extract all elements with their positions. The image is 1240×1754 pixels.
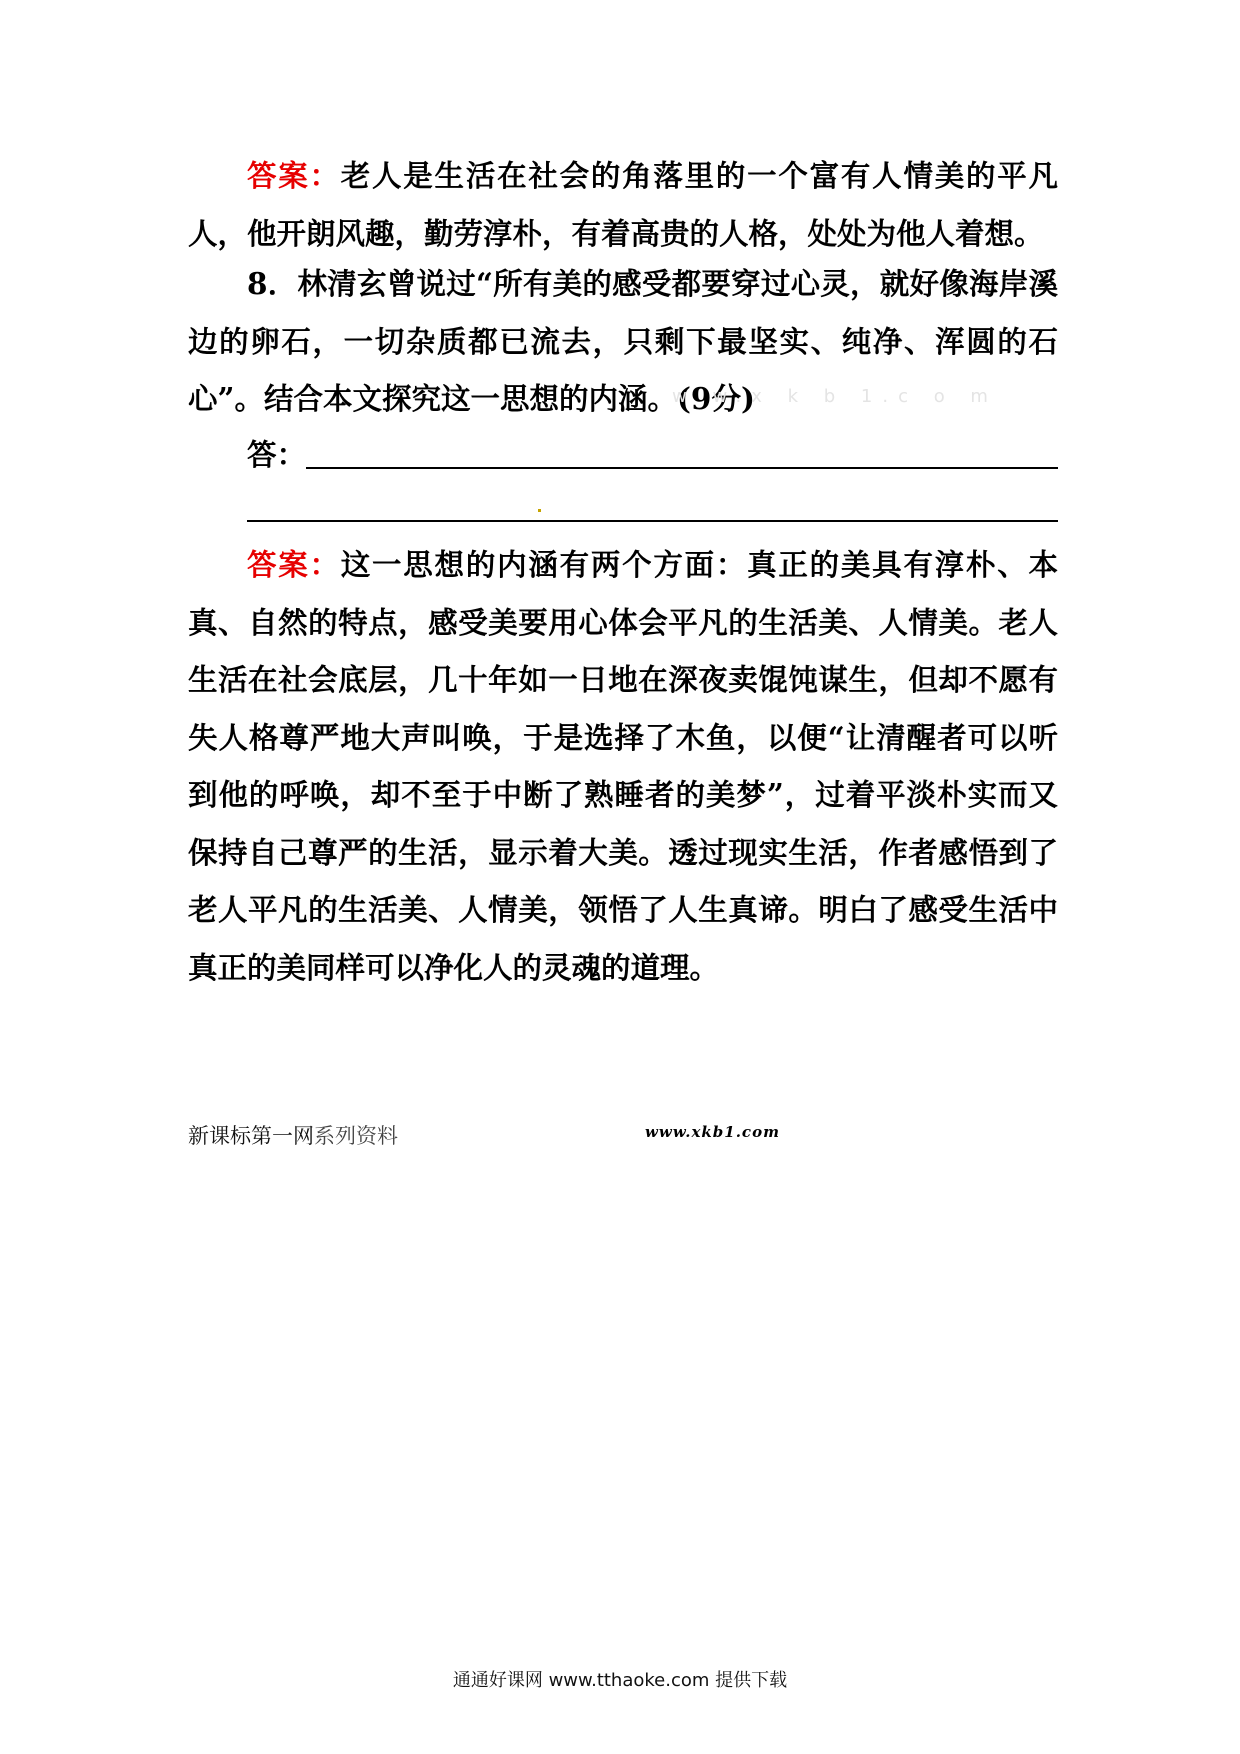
answer-blank-line-2 bbox=[247, 520, 1058, 522]
answer-text: 老人是生活在社会的角落里的一个富有人情美的平凡人，他开朗风趣，勤劳淳朴，有着高贵的人格，处处为他人着想。 bbox=[188, 158, 1058, 251]
question-text: 8．林清玄曾说过“所有美的感受都要穿过心灵，就好像海岸溪边的卵石，一切杂质都已流去，只剩下最坚实、纯净、浑圆的石心”。结合本文探究这一思想的内涵。(9分) bbox=[188, 266, 1058, 416]
footer-series-rest: 系列资料 bbox=[314, 1124, 398, 1148]
footer-series-bold: 新课标第一网 bbox=[188, 1124, 314, 1148]
bottom-credit: 通通好课网 www.tthaoke.com 提供下载 bbox=[452, 1670, 788, 1691]
answer-label: 答案： bbox=[247, 547, 341, 582]
answer-label: 答案： bbox=[247, 158, 341, 193]
answer-2 bbox=[188, 536, 1058, 996]
footer-series bbox=[188, 1120, 398, 1150]
answer-blank-line-1 bbox=[306, 467, 1058, 469]
faint-watermark: w w.x k b 1.c o m bbox=[672, 386, 998, 407]
answer-prompt: 答： bbox=[247, 437, 307, 472]
footer-site: www.xkb1.com bbox=[645, 1123, 780, 1141]
tiny-mark bbox=[538, 509, 541, 512]
answer-1 bbox=[188, 147, 1058, 262]
answer-text: 这一思想的内涵有两个方面：真正的美具有淳朴、本真、自然的特点，感受美要用心体会平凡的生活美、人情美。老人生活在社会底层，几十年如一日地在深夜卖馄饨谋生，但却不愿有失人格尊严地大声叫唤，于是选择了木鱼，以便“让清醒者可以听到他的呼唤，却不至于中断了熟睡者的美梦”，过着平淡朴实而又保持自己尊严的生活，显示着大美。透过现实生活，作者感悟到了老人平凡的生活美、人情美，领悟了人生真谛。明白了感受生活中真正的美同样可以净化人的灵魂的道理。 bbox=[188, 547, 1058, 985]
